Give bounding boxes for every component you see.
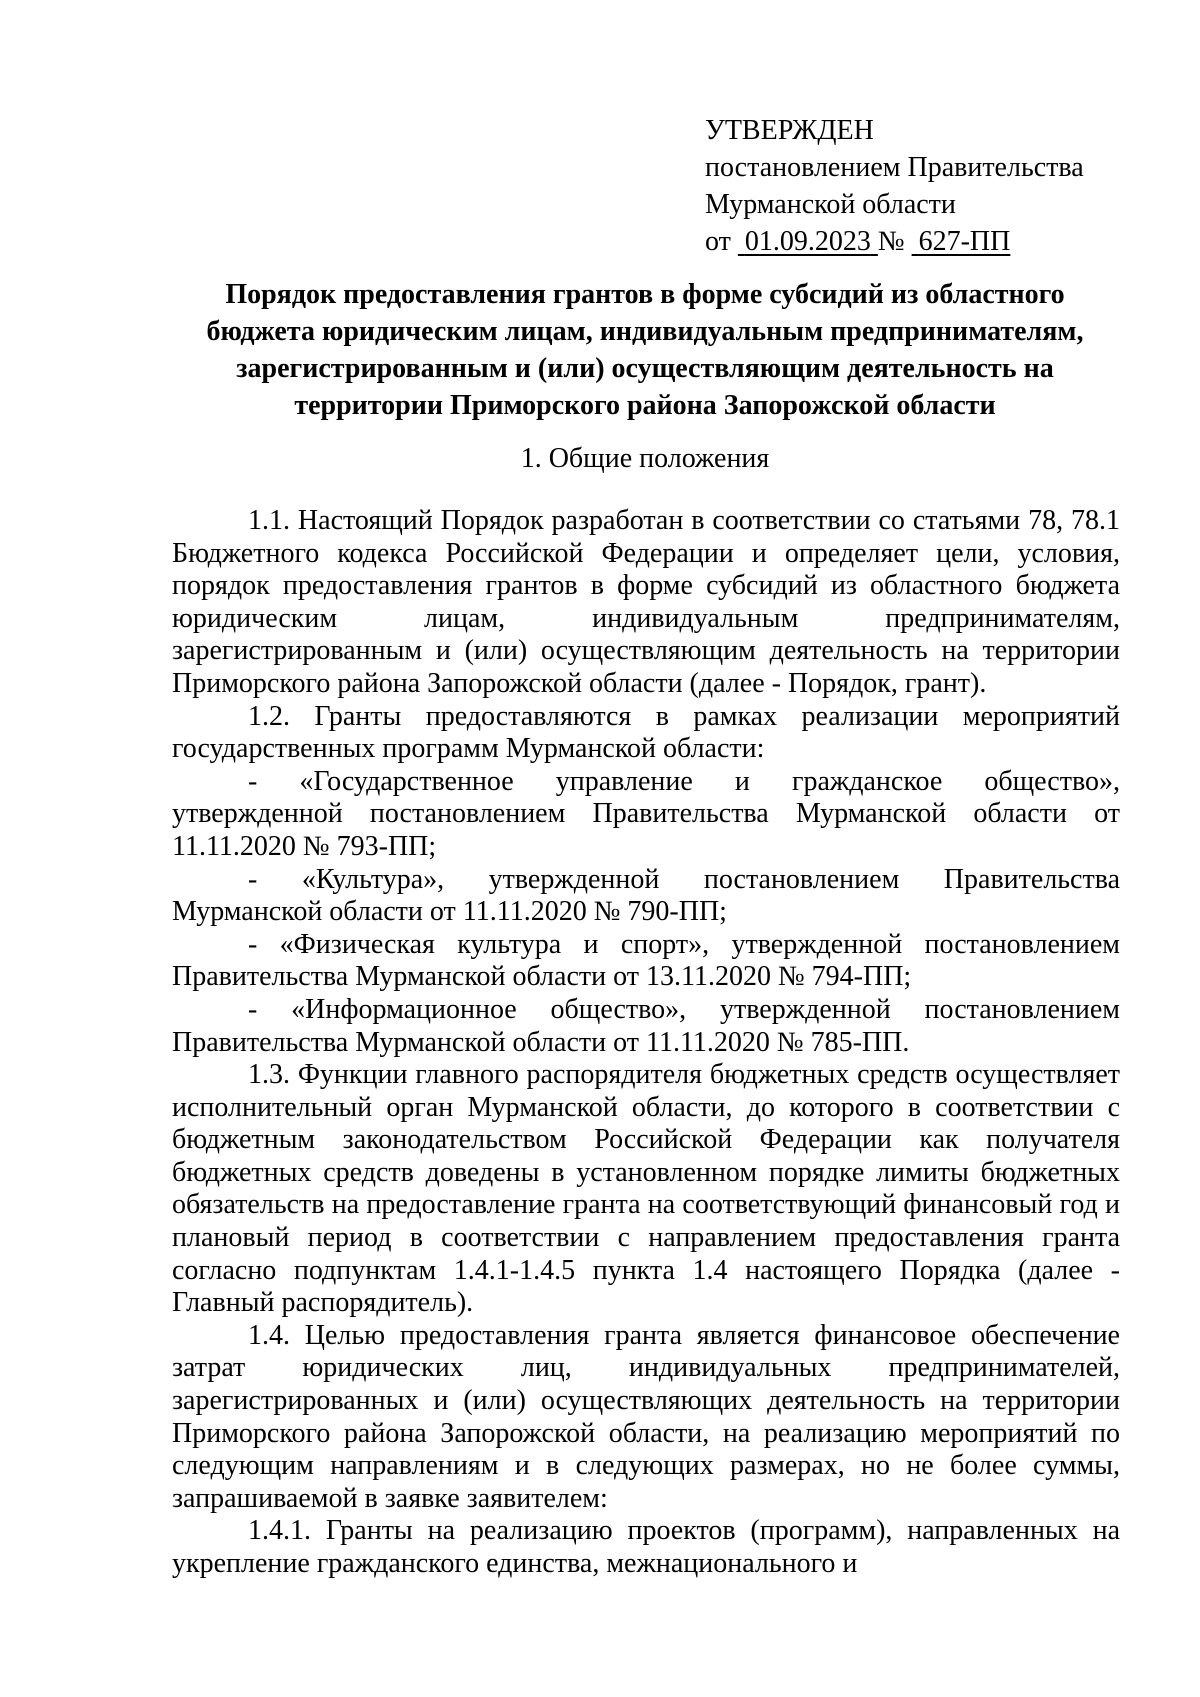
document-body	[172, 505, 1120, 1581]
approval-date-number	[705, 223, 1084, 260]
paragraph-1-3: 1.3. Функции главного распорядителя бюджетных средств осуществляет исполнительный орган Мурманской области, до которого в соответствии с бюджетным законодательством Российской Федерации как получателя бюджетных средств доведены в установленном порядке лимиты бюджетных обязательств на предоставление гранта на соответствующий финансовый год и плановый период в соответствии с направлением предоставления гранта согласно подпунктам 1.4.1-1.4.5 пункта 1.4 настоящего Порядка (далее - Главный распорядитель).	[172, 1059, 1120, 1319]
program-item-information-society: - «Информационное общество», утвержденной постановлением Правительства Мурманской области от 11.11.2020 № 785-ПП.	[172, 993, 1120, 1058]
program-item-culture: - «Культура», утвержденной постановлением Правительства Мурманской области от 11.11.2020 № 790-ПП;	[172, 863, 1120, 928]
approval-region: Мурманской области	[705, 189, 956, 220]
paragraph-1-4-1: 1.4.1. Гранты на реализацию проектов (программ), направленных на укрепление гражданского единства, межнационального и	[172, 1515, 1120, 1579]
approval-title: УТВЕРЖДЕН	[705, 115, 874, 146]
approval-date: 01.09.2023	[744, 226, 871, 257]
document-title: Порядок предоставления грантов в форме субсидий из областного бюджета юридическим лицам, индивидуальным предпринимателям, зарегистрированным и (или) осуществляющим деятельность на территории Приморского района Запорожской области	[206, 279, 1084, 421]
paragraph-1-4: 1.4. Целью предоставления гранта является финансовое обеспечение затрат юридических лиц, индивидуальных предпринимателей, зарегистрированных и (или) осуществляющих деятельность на территории Приморского района Запорожской области, на реализацию мероприятий по следующим направлениям и в следующих размерах, но не более суммы, запрашиваемой в заявке заявителем:	[172, 1319, 1120, 1514]
program-item-state-governance: - «Государственное управление и гражданское общество», утвержденной постановлением Правительства Мурманской области от 11.11.2020 № 793-ПП;	[172, 765, 1120, 862]
section-heading: 1. Общие положения	[520, 443, 770, 474]
paragraph-1-2: 1.2. Гранты предоставляются в рамках реализации мероприятий государственных программ Мурманской области:	[172, 700, 1120, 765]
approval-from-label: от	[705, 226, 731, 257]
approval-number: 627-ПП	[918, 226, 1011, 257]
approval-authority: постановлением Правительства	[705, 152, 1084, 183]
approval-number-sign: №	[877, 226, 905, 257]
approval-stamp	[705, 112, 1084, 260]
paragraph-1-1: 1.1. Настоящий Порядок разработан в соответствии со статьями 78, 78.1 Бюджетного кодекса Российской Федерации и определяет цели, условия, порядок предоставления грантов в форме субсидий из областного бюджета юридическим лицам, индивидуальным предпринимателям, зарегистрированным и (или) осуществляющим деятельность на территории Приморского района Запорожской области (далее - Порядок, грант).	[172, 505, 1120, 699]
program-item-sport: - «Физическая культура и спорт», утвержденной постановлением Правительства Мурманской области от 13.11.2020 № 794-ПП;	[172, 928, 1120, 993]
